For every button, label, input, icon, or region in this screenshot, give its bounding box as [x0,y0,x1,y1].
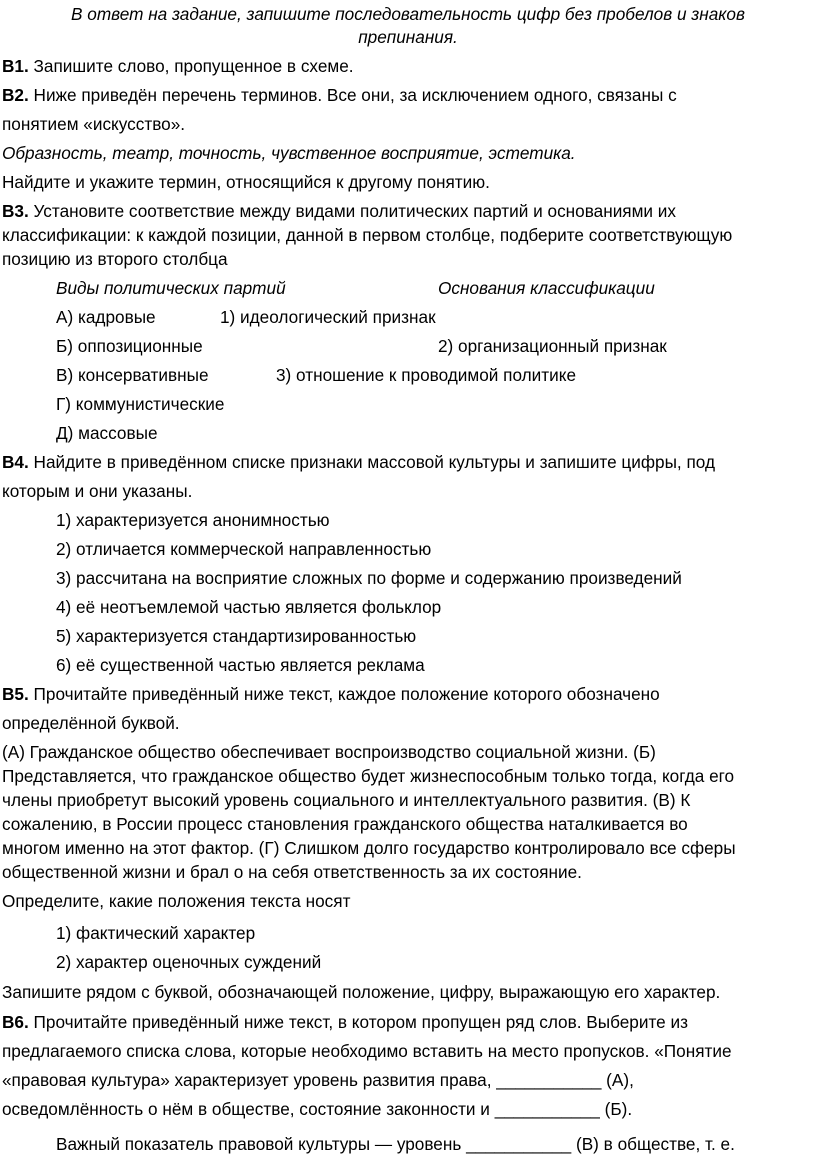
task-label: В5. [2,684,29,704]
column-header-party-types: Виды политических партий [56,278,286,298]
task-b3-line-3: позицию из второго столбца [2,249,228,269]
party-type-item: Б) оппозиционные [56,336,203,356]
task-label: В4. [2,452,29,472]
task-text: Найдите в приведённом списке признаки массовой культуры и запишите цифры, под [33,452,715,472]
option-item: 1) характеризуется анонимностью [56,510,330,530]
classification-item: 1) идеологический признак [220,307,436,327]
option-item: 1) фактический характер [56,923,256,943]
passage-line: многом именно на этот фактор. (Г) Слишком долго государство контролировало все сферы [2,838,736,858]
option-item: 2) характер оценочных суждений [56,952,322,972]
task-b6-line-4: осведомлённость о нём в обществе, состояние законности и ___________ (Б). [2,1099,633,1119]
task-label: В2. [2,85,29,105]
task-label: В6. [2,1012,29,1032]
task-b5-answer-instruction: Запишите рядом с буквой, обозначающей положение, цифру, выражающую его характер. [2,982,721,1002]
task-text: Установите соответствие между видами политических партий и основаниями их [33,201,676,221]
instruction-line-1: В ответ на задание, запишите последовательность цифр без пробелов и знаков [71,4,745,24]
task-b6-line-2: предлагаемого списка слова, которые необходимо вставить на место пропусков. «Понятие [2,1041,732,1061]
passage-line: сожалению, в России процесс становления гражданского общества наталкивается во [2,814,688,834]
passage-line: общественной жизни и брал о на себя ответственность за их состояние. [2,862,582,882]
task-label: В1. [2,56,29,76]
task-b4-line-2: которым и они указаны. [2,481,193,501]
option-item: 5) характеризуется стандартизированностью [56,626,417,646]
task-b2-question: Найдите и укажите термин, относящийся к другому понятию. [2,172,490,192]
option-item: 4) её неотъемлемой частью является фольклор [56,597,442,617]
task-b4 [2,451,715,473]
task-b3-line-2: классификации: к каждой позиции, данной в первом столбце, подберите соответствующую [2,225,733,245]
column-header-classification: Основания классификации [438,278,655,298]
passage-line: Представляется, что гражданское общество будет жизнеспособным только тогда, когда его [2,766,735,786]
option-item: 3) рассчитана на восприятие сложных по форме и содержанию произведений [56,568,682,588]
task-b2-terms: Образность, театр, точность, чувственное восприятие, эстетика. [2,143,576,163]
party-type-item: Г) коммунистические [56,394,225,414]
option-item: 2) отличается коммерческой направленностью [56,539,432,559]
passage-line: члены приобретут высокий уровень социального и интеллектуального развития. (В) К [2,790,691,810]
task-b6 [2,1011,688,1033]
party-type-item: А) кадровые [56,307,156,327]
task-b3 [2,200,676,222]
task-b6-line-5: Важный показатель правовой культуры — уровень ___________ (В) в обществе, т. е. [56,1134,735,1154]
task-b2 [2,84,677,106]
classification-item: 3) отношение к проводимой политике [276,365,577,385]
classification-item: 2) организационный признак [438,336,667,356]
task-b6-line-3: «правовая культура» характеризует уровень развития права, ___________ (А), [2,1070,634,1090]
task-b5-line-2: определённой буквой. [2,713,180,733]
task-b2-line-2: понятием «искусство». [2,114,186,134]
task-text: Ниже приведён перечень терминов. Все они, за исключением одного, связаны с [33,85,677,105]
party-type-item: В) консервативные [56,365,209,385]
task-text: Запишите слово, пропущенное в схеме. [33,56,354,76]
task-text: Прочитайте приведённый ниже текст, в котором пропущен ряд слов. Выберите из [33,1012,688,1032]
task-b5 [2,683,660,705]
task-label: В3. [2,201,29,221]
task-text: Прочитайте приведённый ниже текст, каждое положение которого обозначено [33,684,660,704]
task-b1 [2,55,354,77]
task-b5-question: Определите, какие положения текста носят [2,891,351,911]
option-item: 6) её существенной частью является реклама [56,655,425,675]
passage-line: (А) Гражданское общество обеспечивает воспроизводство социальной жизни. (Б) [2,742,656,762]
instruction-line-2: препинания. [358,27,458,47]
party-type-item: Д) массовые [56,423,158,443]
